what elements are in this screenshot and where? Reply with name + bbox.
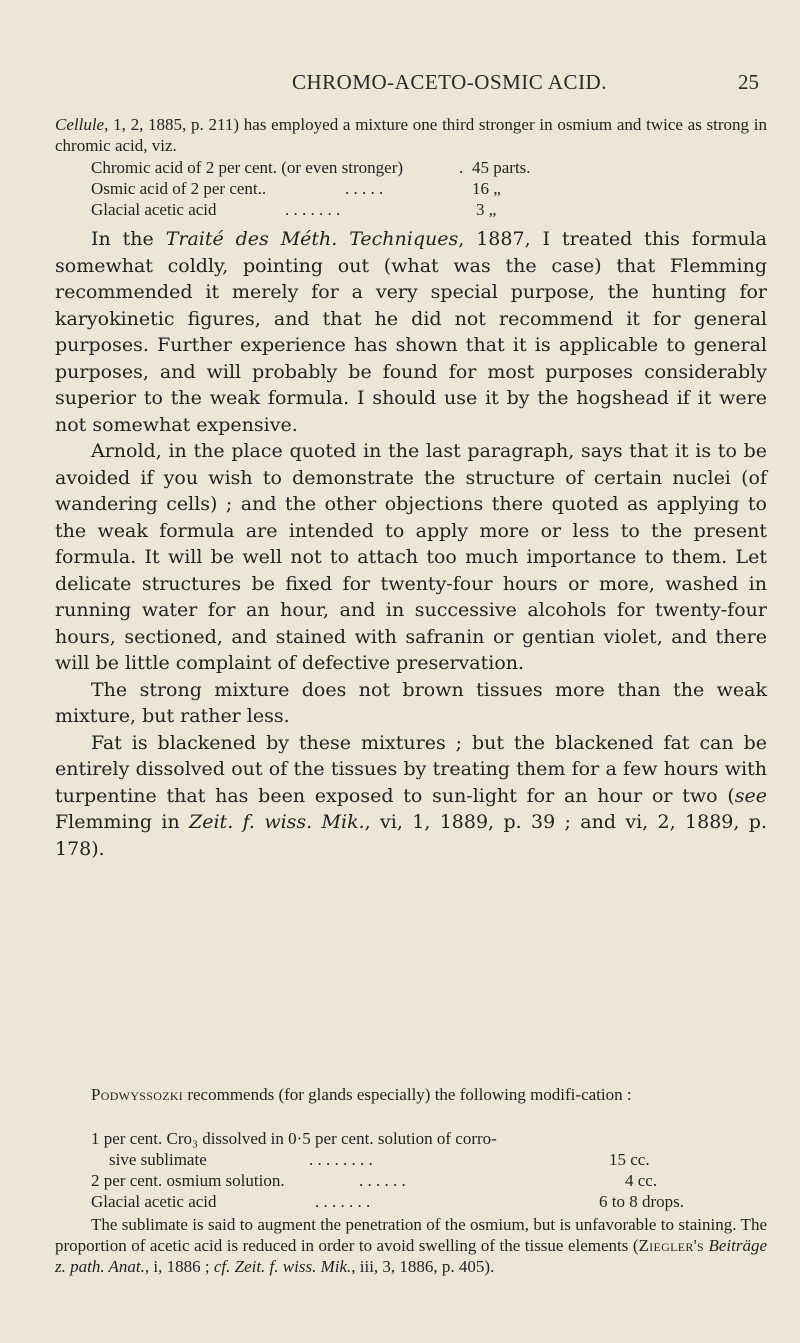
- running-title: CHROMO-ACETO-OSMIC ACID.: [292, 70, 607, 94]
- journal-title: Beiträge z. path. Anat.: [55, 1236, 767, 1276]
- leader-dots: . . . . . . .: [315, 1192, 371, 1211]
- note-text: The sublimate is said to augment the penetration of the osmium, but is unfavorable to staining. The proportion of acetic acid is reduced in order to avoid swelling of the tissue elements (: [55, 1215, 767, 1255]
- leader-dots: . . . . . . . .: [309, 1150, 373, 1169]
- paragraph-text: , 1887, I treated this formula somewhat coldly, pointing out (what was the case) that Flemming recommended it merely for a very special purpose, the hunting for karyokinetic figures, and that he did not recommend it for general purposes. Further experience has shown that it is applicable to general purposes, and will probably be found for most purposes considerably superior to the weak formula. I should use it by the hogshead if it were not somewhat expensive.: [55, 228, 768, 436]
- paragraph-text: In the: [91, 228, 166, 250]
- ingredient-quantity: 45 parts.: [472, 158, 531, 177]
- paragraph-arnold: Arnold, in the place quoted in the last paragraph, says that it is to be avoided if you wish to demonstrate the structure of certain nuclei (of wandering cells) ; and the other objections there quoted as applying to the weak formula are intended to apply more or less to the present formula. It will be well not to attach too much importance to them. Let delicate structures be fixed for twenty-four hours or more, washed in running water for an hour, and in successive alcohols for twenty-four hours, sectioned, and stained with safranin or gentian violet, and there will be little complaint of defective preservation.: [55, 440, 767, 674]
- paragraph-text: Flemming in: [55, 811, 190, 833]
- paragraph-fat: [55, 730, 767, 863]
- paragraph-strong-mixture: The strong mixture does not brown tissues more than the weak mixture, but rather less.: [55, 678, 767, 727]
- main-text: [55, 226, 767, 862]
- ingredient-name: Glacial acetic acid: [91, 1192, 217, 1211]
- recipe-row: [55, 1170, 767, 1191]
- recipe-modification: [55, 1128, 767, 1212]
- note-text: , i, 1886 ;: [144, 1257, 214, 1276]
- ingredient-quantity: 16 „: [472, 179, 501, 198]
- recipe-row: [55, 157, 767, 178]
- paragraph-text: Fat is blackened by these mixtures ; but the blackened fat can be entirely dissolved out of the tissues by treating them for a few hours with turpentine that has been exposed to sun-light for an hour or two (: [55, 731, 767, 807]
- note-tail: [55, 1214, 767, 1277]
- ingredient-quantity: 15 cc.: [609, 1150, 650, 1169]
- leader-dots: . . . . .: [345, 179, 384, 198]
- book-title: Traité des Méth. Techniques: [165, 228, 459, 250]
- page-number: 25: [738, 70, 759, 94]
- intro-citation: [55, 114, 767, 156]
- ingredient-quantity: 3 „: [476, 200, 497, 219]
- note-podwyssozki: [55, 1084, 767, 1105]
- leader-dots: . . . . . .: [359, 1171, 406, 1190]
- journal-title: Zeit. f. wiss. Mik.: [189, 811, 365, 833]
- ingredient-name: 2 per cent. osmium solution.: [91, 1171, 285, 1190]
- ingredient-name: Osmic acid of 2 per cent..: [91, 179, 267, 198]
- ingredient-quantity: 4 cc.: [625, 1171, 658, 1190]
- citation-text: , 1, 2, 1885, p. 211) has employed a mixture one third stronger in osmium and twice as strong in chromic acid, viz.: [55, 115, 767, 155]
- recipe-row: [55, 178, 767, 199]
- running-header: [0, 70, 800, 100]
- ingredient-name: sive sublimate: [109, 1150, 207, 1169]
- ingredient-name: 1 per cent. Cro₃ dissolved in 0·5 per cent. solution of corro-: [91, 1129, 497, 1148]
- note-text: recommends (for glands especially) the following modifi-cation :: [183, 1085, 632, 1104]
- leader-dots: .: [459, 158, 464, 177]
- recipe-row: [55, 1149, 767, 1170]
- paragraph-text: , vi, 1, 1889, p. 39 ; and vi, 2, 1889, p. 178).: [55, 811, 767, 860]
- ingredient-quantity: 6 to 8 drops.: [599, 1192, 684, 1211]
- recipe-row: [55, 1191, 767, 1212]
- citation-journal: Cellule: [55, 115, 105, 134]
- paragraph-traite: [55, 226, 767, 438]
- note-text: , iii, 3, 1886, p. 405).: [351, 1257, 495, 1276]
- recipe-row: [55, 1128, 767, 1149]
- ingredient-name: Chromic acid of 2 per cent. (or even stronger): [91, 158, 404, 177]
- see-reference: see: [734, 784, 767, 807]
- journal-title: cf. Zeit. f. wiss. Mik.: [213, 1257, 352, 1276]
- recipe-row: [55, 199, 767, 220]
- ingredient-name: Glacial acetic acid: [91, 200, 217, 219]
- leader-dots: . . . . . . .: [285, 200, 341, 219]
- author-name: Ziegler's: [638, 1236, 704, 1255]
- recipe-strong-formula: [55, 157, 767, 220]
- author-name: Podwyssozki: [91, 1085, 184, 1104]
